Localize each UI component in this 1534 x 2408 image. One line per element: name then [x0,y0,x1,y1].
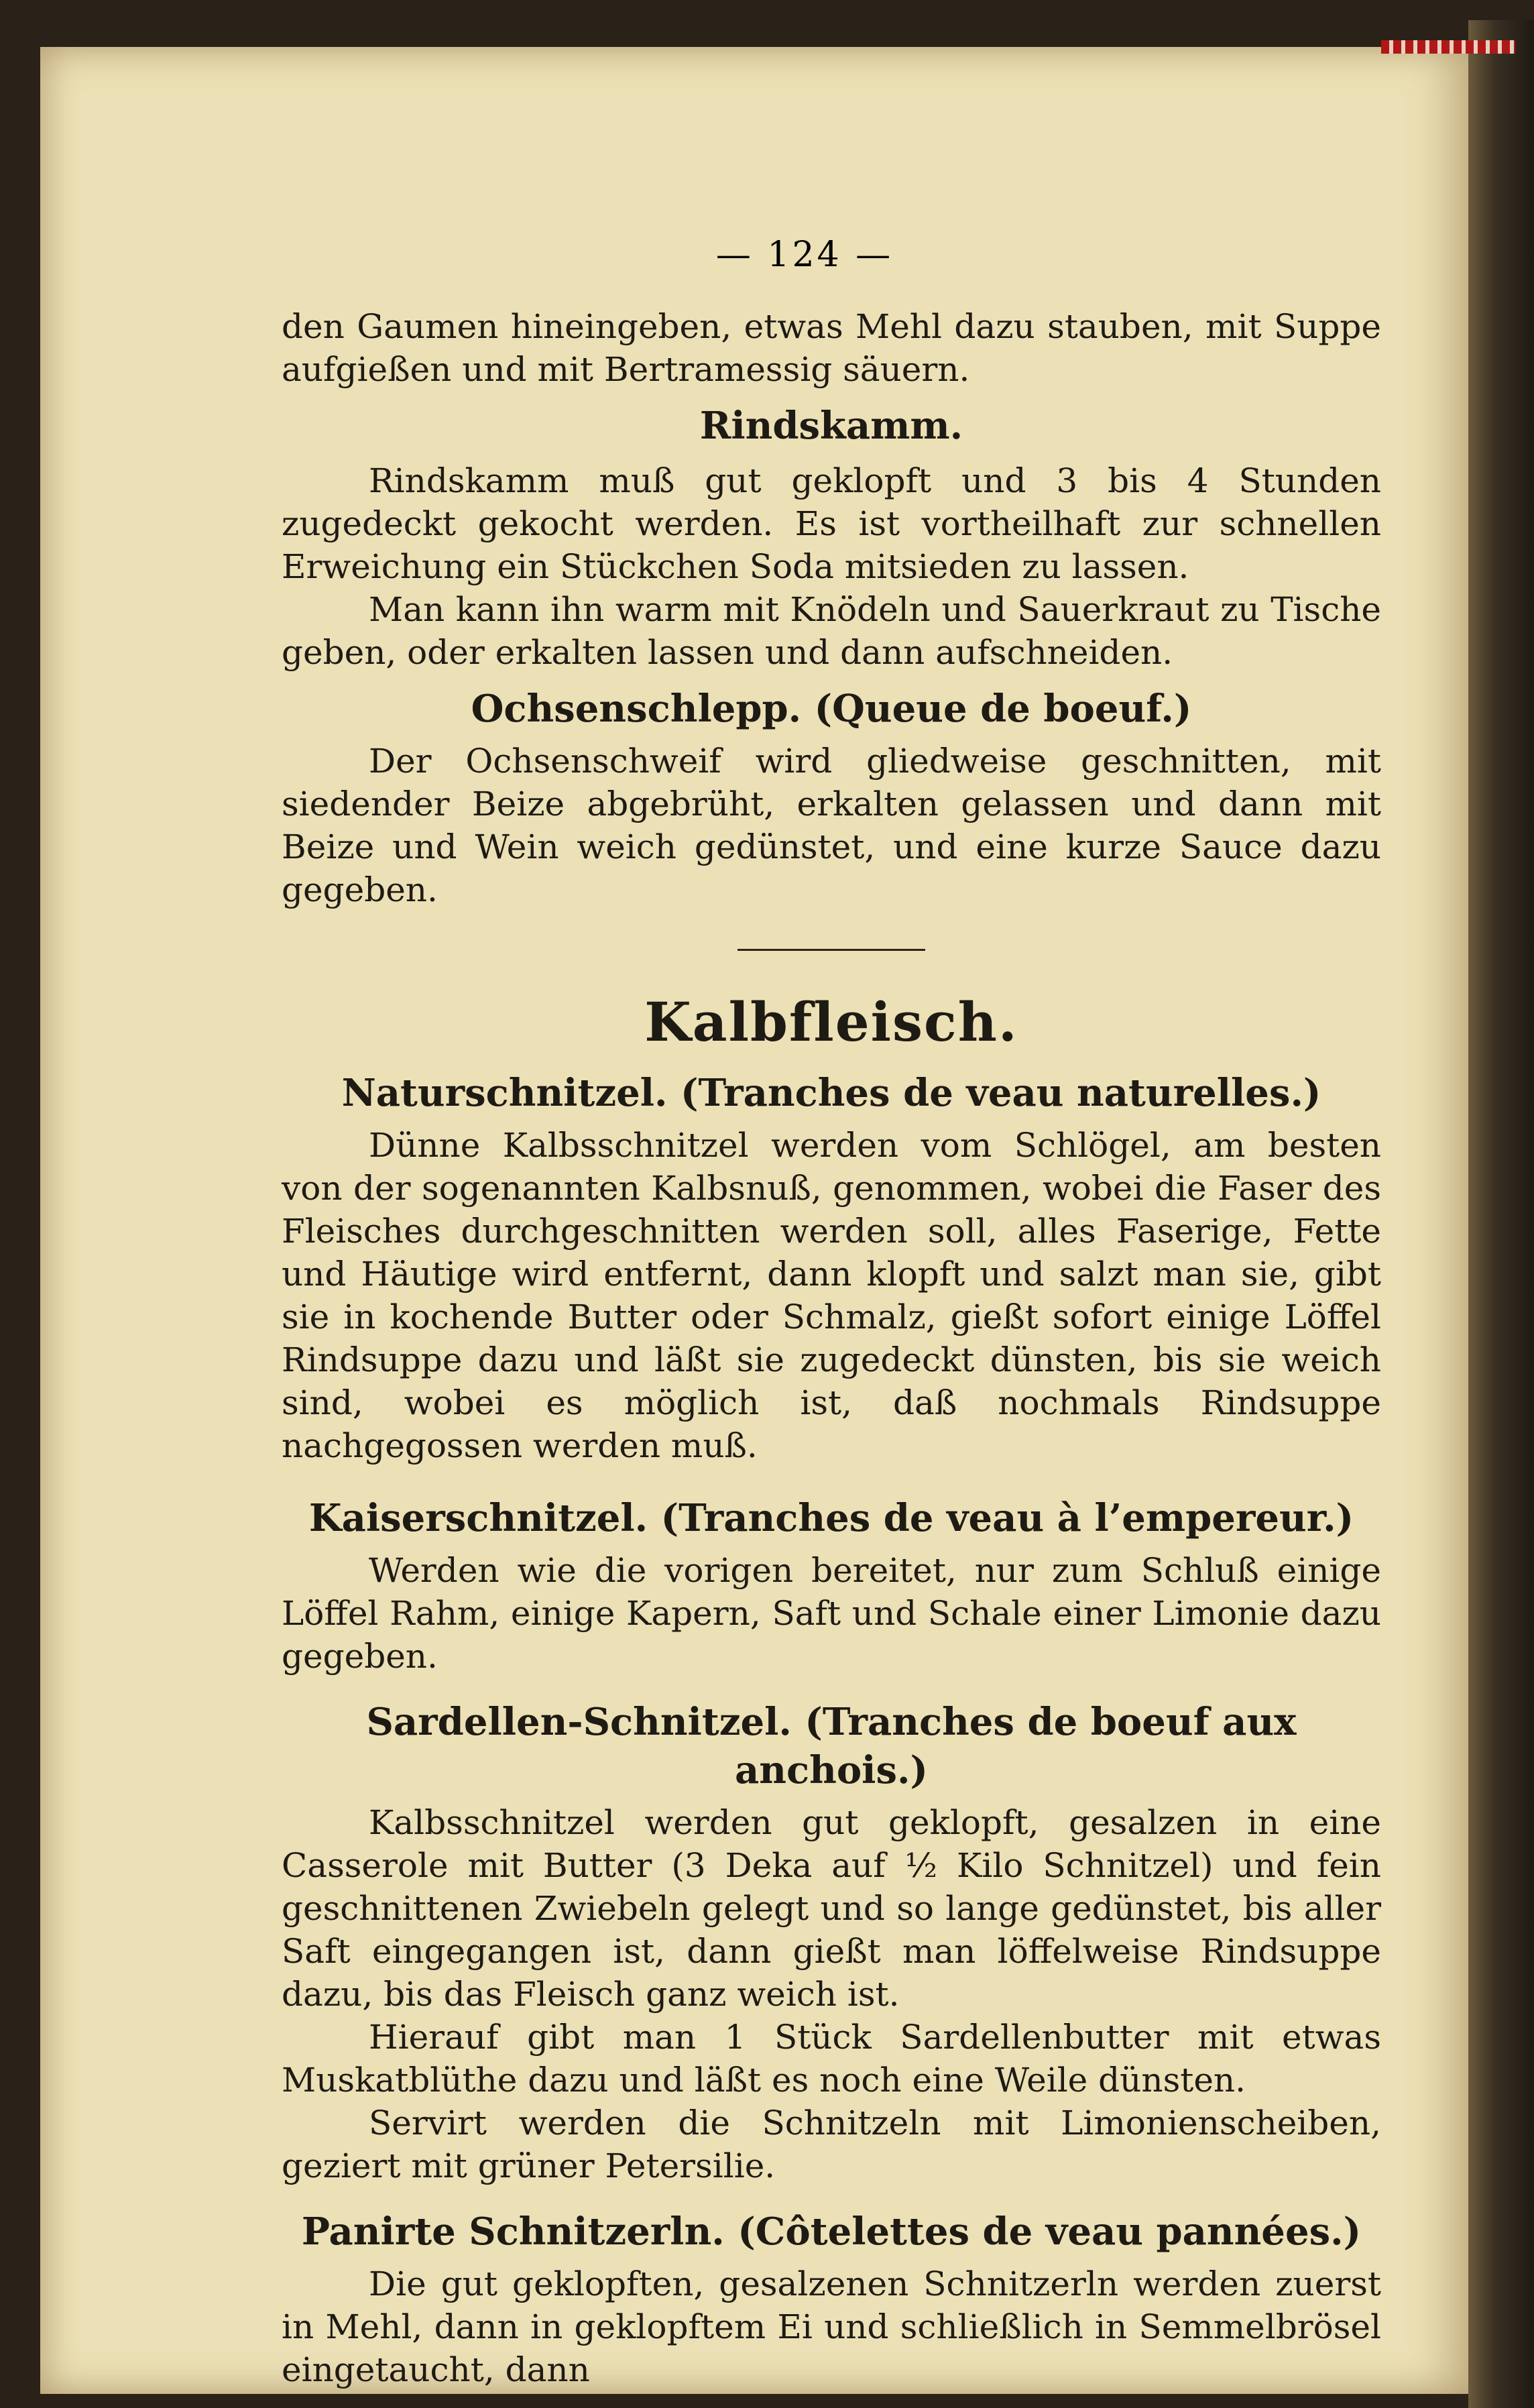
section-heading: Ochsenschlepp. (Queue de boeuf.) [471,687,1192,731]
book-edge [1468,20,1534,2408]
paragraph: Der Ochsenschweif wird gliedweise geschnitten, mit siedender Beize abgebrüht, erkalten gelassen und dann mit Beize und Wein weich gedünstet, und eine kurze Sauce dazu gegeben. [282,742,1381,909]
paragraph: Dünne Kalbsschnitzel werden vom Schlögel, am besten von der sogenannten Kalbsnuß, genommen, wobei die Faser des Fleisches durchgeschnitten werden soll, alles Faserige, Fette und Häutige wird entfernt, dann klopft und salzt man sie, gibt sie in kochende Butter oder Schmalz, gießt sofort einige Löffel Rindsuppe dazu und läßt sie zugedeckt dünsten, bis sie weich sind, wobei es möglich ist, daß nochmals Rindsuppe nachgegossen werden muß. [282,1126,1381,1465]
chapter-heading: Kalbfleisch. [644,990,1018,1053]
page-number: — 124 — [715,235,894,275]
section-heading: Rindskamm. [699,404,963,448]
paragraph: Werden wie die vorigen bereitet, nur zum Schluß einige Löffel Rahm, einige Kapern, Saft und Schale einer Limonie dazu gegeben. [282,1551,1381,1676]
paragraph: Servirt werden die Schnitzeln mit Limonienscheiben, geziert mit grüner Petersilie. [282,2104,1381,2185]
page-body [282,305,1381,2391]
section-divider [738,949,925,951]
section-heading: Sardellen-Schnitzel. (Tranches de boeuf aux anchois.) [366,1700,1297,1792]
paragraph: den Gaumen hineingeben, etwas Mehl dazu stauben, mit Suppe aufgießen und mit Bertramessig säuern. [282,307,1381,389]
section-heading: Naturschnitzel. (Tranches de veau naturelles.) [341,1071,1321,1115]
bookmark-ribbon [1381,40,1515,54]
paragraph: Man kann ihn warm mit Knödeln und Sauerkraut zu Tische geben, oder erkalten lassen und dann aufschneiden. [282,590,1381,672]
paragraph: Die gut geklopften, gesalzenen Schnitzerln werden zuerst in Mehl, dann in geklopftem Ei und schließlich in Semmelbrösel eingetaucht, dann [282,2264,1381,2389]
paragraph: Hierauf gibt man 1 Stück Sardellenbutter mit etwas Muskatblüthe dazu und läßt es noch eine Weile dünsten. [282,2018,1381,2100]
paragraph: Rindskamm muß gut geklopft und 3 bis 4 Stunden zugedeckt gekocht werden. Es ist vortheilhaft zur schnellen Erweichung ein Stückchen Soda mitsieden zu lassen. [282,461,1381,586]
paragraph: Kalbsschnitzel werden gut geklopft, gesalzen in eine Casserole mit Butter (3 Deka auf ½ Kilo Schnitzel) und fein geschnittenen Zwiebeln gelegt und so lange gedünstet, bis aller Saft eingegangen ist, dann gießt man löffelweise Rindsuppe dazu, bis das Fleisch ganz weich ist. [282,1803,1381,2014]
section-heading: Panirte Schnitzerln. (Côtelettes de veau pannées.) [301,2210,1362,2254]
section-heading: Kaiserschnitzel. (Tranches de veau à l’empereur.) [308,1496,1354,1540]
